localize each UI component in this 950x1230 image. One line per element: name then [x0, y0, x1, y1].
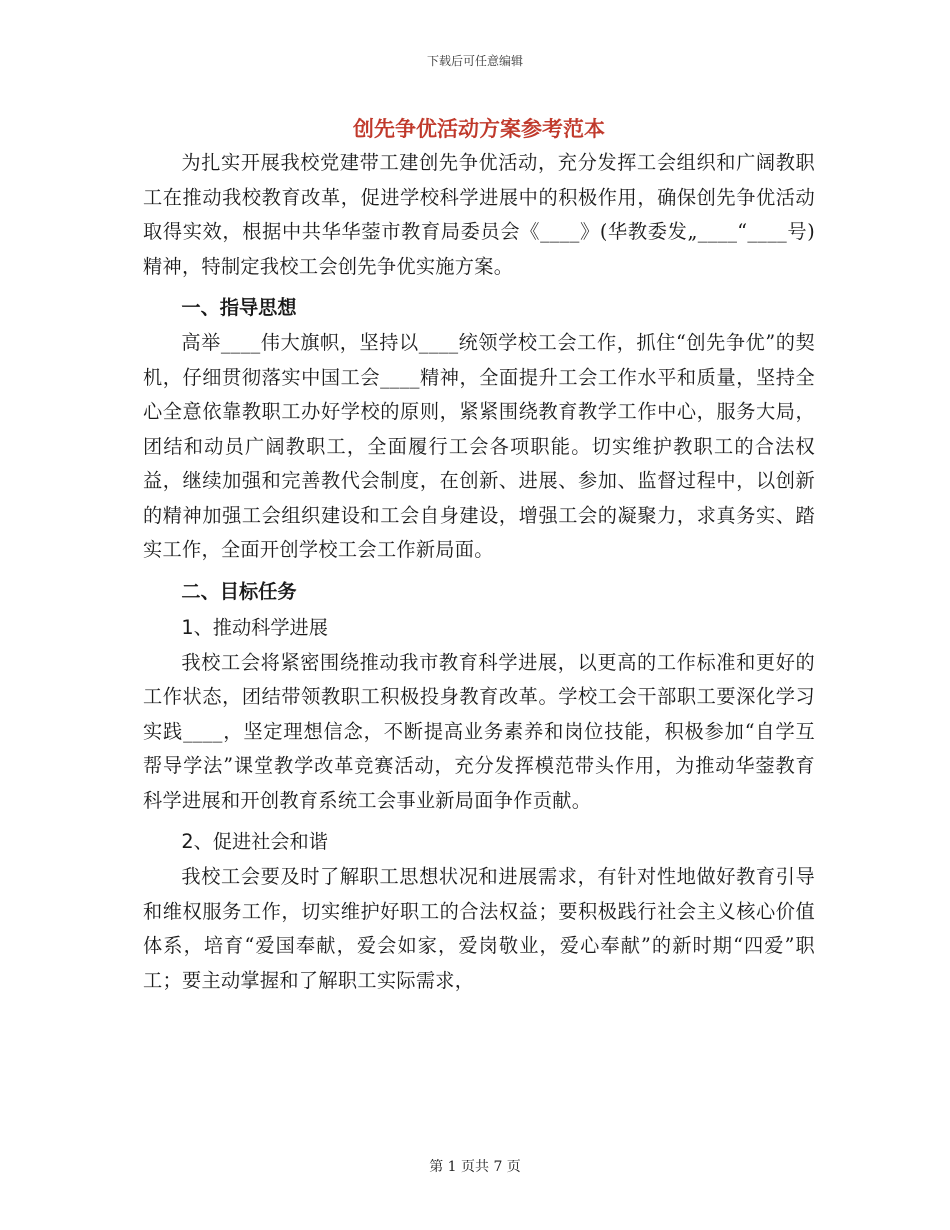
page-header-note: 下载后可任意编辑	[426, 54, 523, 68]
section-heading-guiding-thought: 一、指导思想	[181, 296, 297, 319]
document-body	[143, 112, 815, 998]
page-number: 第 1 页共 7 页	[429, 1159, 521, 1175]
social-harmony-paragraph: 我校工会要及时了解职工思想状况和进展需求，有针对性地做好教育引导和维权服务工作，切实维护好职工的合法权益；要积极践行社会主义核心价值体系，培育“爱国奉献，爱会如家，爱岗敬业，爱心奉献”的新时期“四爱”职工；要主动掌握和了解职工实际需求，	[143, 865, 815, 992]
subheading-social-harmony: 2、促进社会和谐	[181, 830, 328, 853]
section-heading-goals: 二、目标任务	[181, 579, 297, 603]
subheading-science-development: 1、推动科学进展	[181, 615, 328, 639]
science-development-paragraph: 我校工会将紧密围绕推动我市教育科学进展，以更高的工作标准和更好的工作状态，团结带领教职工积极投身教育改革。学校工会干部职工要深化学习实践____，坚定理想信念，不断提高业务素养和岗位技能，积极参加“自学互帮导学法”课堂教学改革竞赛活动，充分发挥模范带头作用，为推动华蓥教育科学进展和开创教育系统工会事业新局面争作贡献。	[143, 650, 815, 812]
document-title: 创先争优活动方案参考范本	[353, 117, 605, 141]
intro-paragraph: 为扎实开展我校党建带工建创先争优活动，充分发挥工会组织和广阔教职工在推动我校教育改革，促进学校科学进展中的积极作用，确保创先争优活动取得实效，根据中共华华蓥市教育局委员会《____》(华教委发„____“____号)精神，特制定我校工会创先争优实施方案。	[143, 151, 815, 278]
guiding-thought-paragraph: 高举____伟大旗帜，坚持以____统领学校工会工作，抓住“创先争优”的契机，仔细贯彻落实中国工会____精神，全面提升工会工作水平和质量，坚持全心全意依靠教职工办好学校的原则，紧紧围绕教育教学工作中心，服务大局，团结和动员广阔教职工，全面履行工会各项职能。切实维护教职工的合法权益，继续加强和完善教代会制度，在创新、进展、参加、监督过程中，以创新的精神加强工会组织建设和工会自身建设，增强工会的凝聚力，求真务实、踏实工作，全面开创学校工会工作新局面。	[143, 331, 815, 561]
